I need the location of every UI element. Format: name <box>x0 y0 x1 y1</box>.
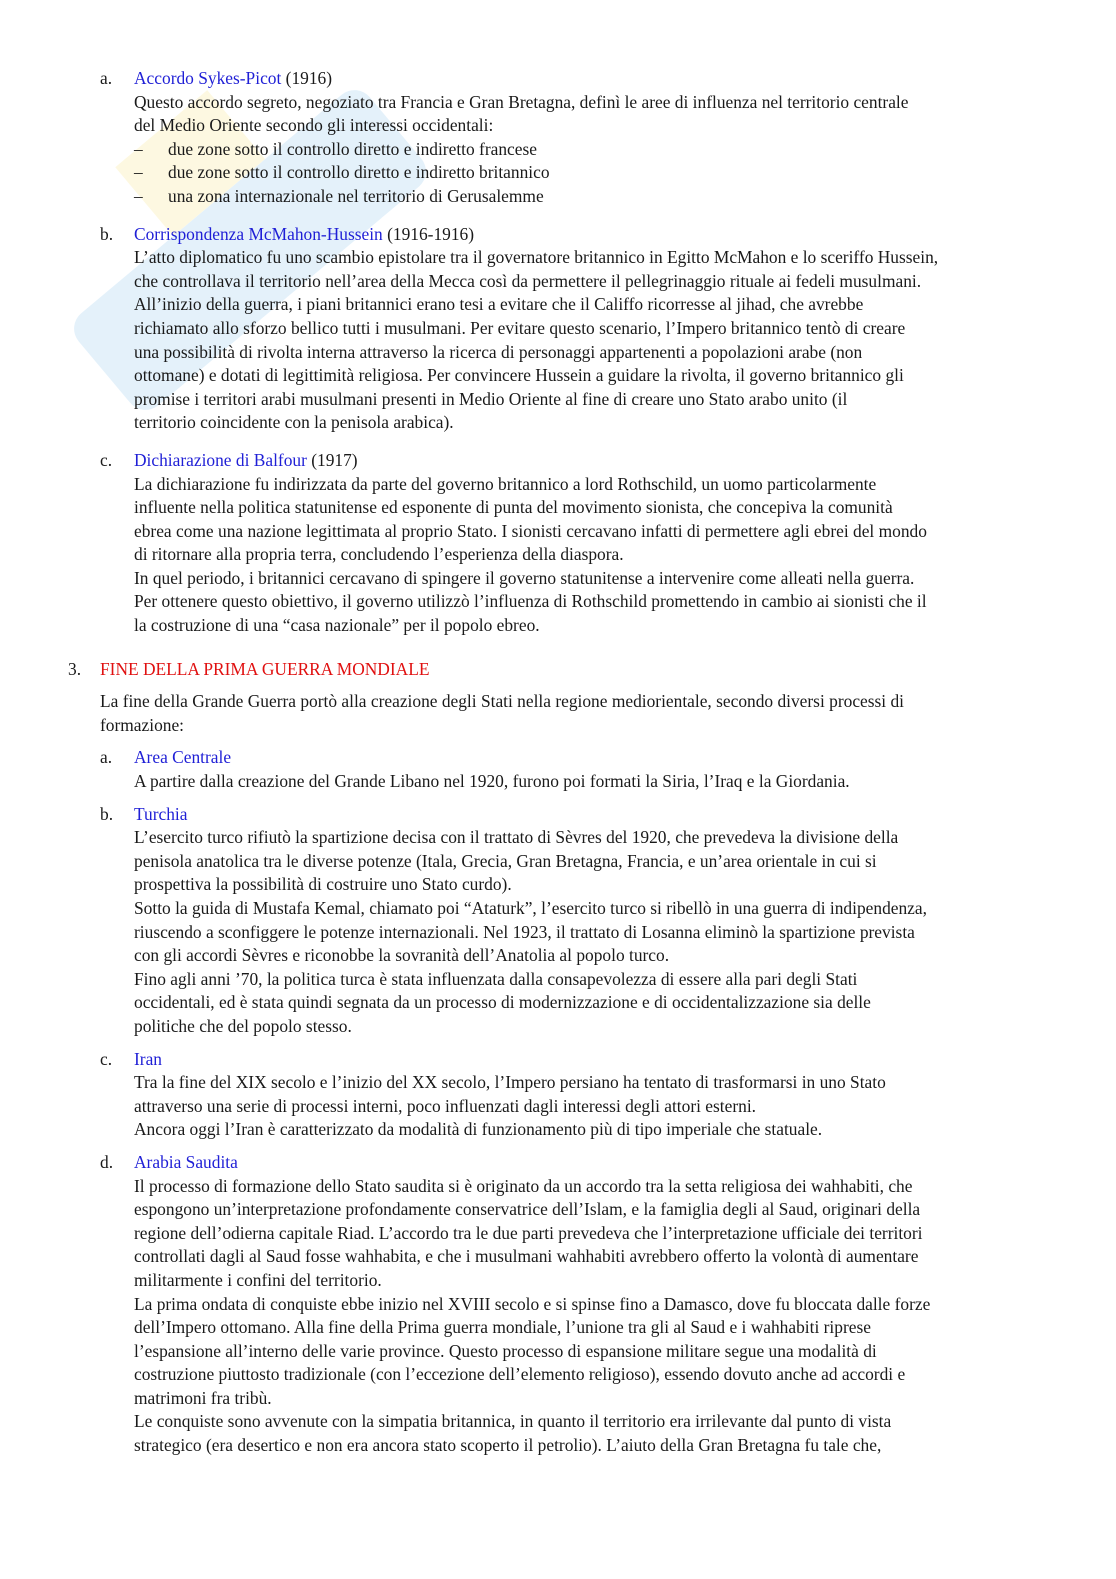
bullet-dash: – <box>134 138 143 159</box>
item-title: Dichiarazione di Balfour <box>134 449 307 470</box>
document-page <box>0 67 1116 1467</box>
item-title: Corrispondenza McMahon-Hussein <box>134 223 383 244</box>
list-item <box>0 746 1116 793</box>
item-title: Iran <box>134 1048 162 1069</box>
item-heading <box>134 67 1116 91</box>
section-3 <box>0 658 1116 1458</box>
paragraph-line: Per ottenere questo obiettivo, il governo utilizzò l’influenza di Rothschild promettendo in cambio ai sionisti che il <box>134 591 927 612</box>
paragraph-line: All’inizio della guerra, i piani britannici erano tesi a evitare che il Califfo ricorresse al jihad, che avrebbe <box>134 294 864 315</box>
section-number: 3. <box>68 658 82 679</box>
paragraph-line: ebrea come una nazione legittimata al proprio Stato. I sionisti cercavano infatti di permettere agli ebrei del mondo <box>134 520 927 541</box>
item-marker: a. <box>100 68 113 88</box>
item-heading <box>134 223 1116 247</box>
paragraph-line: La dichiarazione fu indirizzata da parte del governo britannico a lord Rothschild, un uomo particolarmente <box>134 473 877 494</box>
bullet-dash: – <box>134 185 143 206</box>
paragraph-line: L’atto diplomatico fu uno scambio epistolare tra il governatore britannico in Egitto McMahon e lo sceriffo Hussein, <box>134 247 939 268</box>
item-date: (1916) <box>281 68 333 88</box>
paragraph-line: Sotto la guida di Mustafa Kemal, chiamato poi “Ataturk”, l’esercito turco si ribellò in una guerra di indipendenza, <box>134 898 927 918</box>
item-marker: b. <box>100 223 114 244</box>
section-intro <box>0 690 1116 737</box>
paragraph-line: La prima ondata di conquiste ebbe inizio nel XVIII secolo e si spinse fino a Damasco, dove fu bloccata dalle forze <box>134 1293 931 1314</box>
bullet-text: una zona internazionale nel territorio di Gerusalemme <box>168 185 544 206</box>
item-title: Area Centrale <box>134 747 232 768</box>
item-title: Accordo Sykes-Picot <box>134 68 282 88</box>
item-heading <box>134 803 1116 827</box>
paragraph-line: strategico (era desertico e non era ancora stato scoperto il petrolio). L’aiuto della Gran Bretagna fu tale che, <box>134 1435 882 1456</box>
item-marker: c. <box>100 449 113 470</box>
paragraph-line: politiche che del popolo stesso. <box>134 1015 352 1036</box>
list-item <box>0 1151 1116 1458</box>
paragraph-line: riuscendo a sconfiggere le potenze internazionali. Nel 1923, il trattato di Losanna eliminò la spartizione prevista <box>134 921 915 942</box>
paragraph-line: del Medio Oriente secondo gli interessi occidentali: <box>134 115 494 136</box>
paragraph-line: influente nella politica statunitense ed esponente di punta del movimento sionista, che concepiva la comunità <box>134 497 893 518</box>
section-title: FINE DELLA PRIMA GUERRA MONDIALE <box>100 658 430 679</box>
section-heading <box>0 658 1116 682</box>
paragraph-line: attraverso una serie di processi interni, poco influenzati dagli interessi degli attori esterni. <box>134 1095 756 1116</box>
section-2-items <box>0 67 1116 638</box>
intro-line: formazione: <box>100 714 185 735</box>
bullet-text: due zone sotto il controllo diretto e indiretto britannico <box>168 162 550 183</box>
paragraph-line: con gli accordi Sèvres e riconobbe la sovranità dell’Anatolia al popolo turco. <box>134 945 670 966</box>
list-item <box>0 223 1116 435</box>
item-marker: b. <box>100 803 114 824</box>
list-item <box>0 449 1116 638</box>
paragraph-line: l’espansione all’interno delle varie province. Questo processo di espansione militare segue una modalità di <box>134 1340 877 1361</box>
paragraph-line: regione dell’odierna capitale Riad. L’accordo tra le due parti prevedeva che l’interpretazione ufficiale dei territori <box>134 1222 923 1243</box>
item-heading <box>134 1048 1116 1072</box>
bullet-text: due zone sotto il controllo diretto e indiretto francese <box>168 138 537 159</box>
item-marker: d. <box>100 1151 114 1172</box>
item-title: Turchia <box>134 803 188 824</box>
item-heading <box>134 1151 1116 1175</box>
bullet-dash: – <box>134 162 143 183</box>
paragraph-line: Le conquiste sono avvenute con la simpatia britannica, in quanto il territorio era irrilevante dal punto di vista <box>134 1411 892 1432</box>
paragraph-line: matrimoni fra tribù. <box>134 1387 272 1408</box>
item-date: (1917) <box>306 449 358 470</box>
bullet-item <box>134 161 1116 185</box>
paragraph-line: promise i territori arabi musulmani presenti in Medio Oriente al fine di creare uno Stato arabo unito (il <box>134 388 848 409</box>
paragraph-line: A partire dalla creazione del Grande Libano nel 1920, furono poi formati la Siria, l’Iraq e la Giordania. <box>134 771 850 792</box>
section-3-items <box>0 746 1116 1457</box>
paragraph-line: la costruzione di una “casa nazionale” per il popolo ebreo. <box>134 615 540 636</box>
paragraph-line: militarmente i confini del territorio. <box>134 1269 382 1290</box>
bullet-item <box>134 185 1116 209</box>
list-item <box>0 1048 1116 1142</box>
paragraph-line: espongono un’interpretazione profondamente conservatrice dell’Islam, e la famiglia degli al Saud, originari della <box>134 1199 921 1220</box>
paragraph-line: Il processo di formazione dello Stato saudita si è originato da un accordo tra la setta religiosa dei wahhabiti, che <box>134 1175 913 1196</box>
paragraph-line: una possibilità di rivolta interna attraverso la ricerca di personaggi appartenenti a popolazioni arabe (non <box>134 341 863 362</box>
item-marker: c. <box>100 1048 113 1069</box>
paragraph-line: costruzione piuttosto tradizionale (con l’eccezione dell’elemento religioso), essendo dovuto anche ad accordi e <box>134 1364 906 1385</box>
paragraph-line: Fino agli anni ’70, la politica turca è stata influenzata dalla consapevolezza di essere alla pari degli Stati <box>134 968 858 989</box>
item-heading <box>134 746 1116 770</box>
paragraph-line: Tra la fine del XIX secolo e l’inizio del XX secolo, l’Impero persiano ha tentato di trasformarsi in uno Stato <box>134 1072 886 1093</box>
list-item <box>0 67 1116 209</box>
bullet-item <box>134 138 1116 162</box>
paragraph-line: che controllava il territorio nell’area della Mecca così da permettere il pellegrinaggio rituale ai fedeli musulmani. <box>134 270 922 291</box>
paragraph-line: penisola anatolica tra le diverse potenze (Itala, Grecia, Gran Bretagna, Francia, e un’area orientale in cui si <box>134 850 877 871</box>
paragraph-line: prospettiva la possibilità di costruire uno Stato curdo). <box>134 874 512 895</box>
paragraph-line: di ritornare alla propria terra, concludendo l’esperienza della diaspora. <box>134 544 624 565</box>
item-marker: a. <box>100 747 113 768</box>
paragraph-line: occidentali, ed è stata quindi segnata da un processo di modernizzazione e di occidentalizzazione sia delle <box>134 992 871 1013</box>
item-title: Arabia Saudita <box>134 1151 238 1172</box>
paragraph-line: L’esercito turco rifiutò la spartizione decisa con il trattato di Sèvres del 1920, che prevedeva la divisione della <box>134 827 899 848</box>
paragraph-line: Ancora oggi l’Iran è caratterizzato da modalità di funzionamento più di tipo imperiale che statuale. <box>134 1119 823 1140</box>
intro-line: La fine della Grande Guerra portò alla creazione degli Stati nella regione mediorientale, secondo diversi processi di <box>100 691 904 712</box>
item-date: (1916-1916) <box>382 223 475 244</box>
item-heading <box>134 449 1116 473</box>
paragraph-line: territorio coincidente con la penisola arabica). <box>134 412 454 433</box>
paragraph-line: Questo accordo segreto, negoziato tra Francia e Gran Bretagna, definì le aree di influenza nel territorio centrale <box>134 91 909 112</box>
paragraph-line: dell’Impero ottomano. Alla fine della Prima guerra mondiale, l’unione tra gli al Saud e i wahhabiti riprese <box>134 1317 871 1338</box>
paragraph-line: richiamato allo sforzo bellico tutti i musulmani. Per evitare questo scenario, l’Impero britannico tentò di creare <box>134 317 906 338</box>
list-item <box>0 803 1116 1039</box>
paragraph-line: controllati dagli al Saud fosse wahhabita, e che i musulmani wahhabiti avrebbero offerto la volontà di aumentare <box>134 1246 919 1267</box>
paragraph-line: ottomane) e dotati di legittimità religiosa. Per convincere Hussein a guidare la rivolta, il governo britannico gli <box>134 365 904 386</box>
paragraph-line: In quel periodo, i britannici cercavano di spingere il governo statunitense a intervenire come alleati nella guerra. <box>134 567 915 588</box>
